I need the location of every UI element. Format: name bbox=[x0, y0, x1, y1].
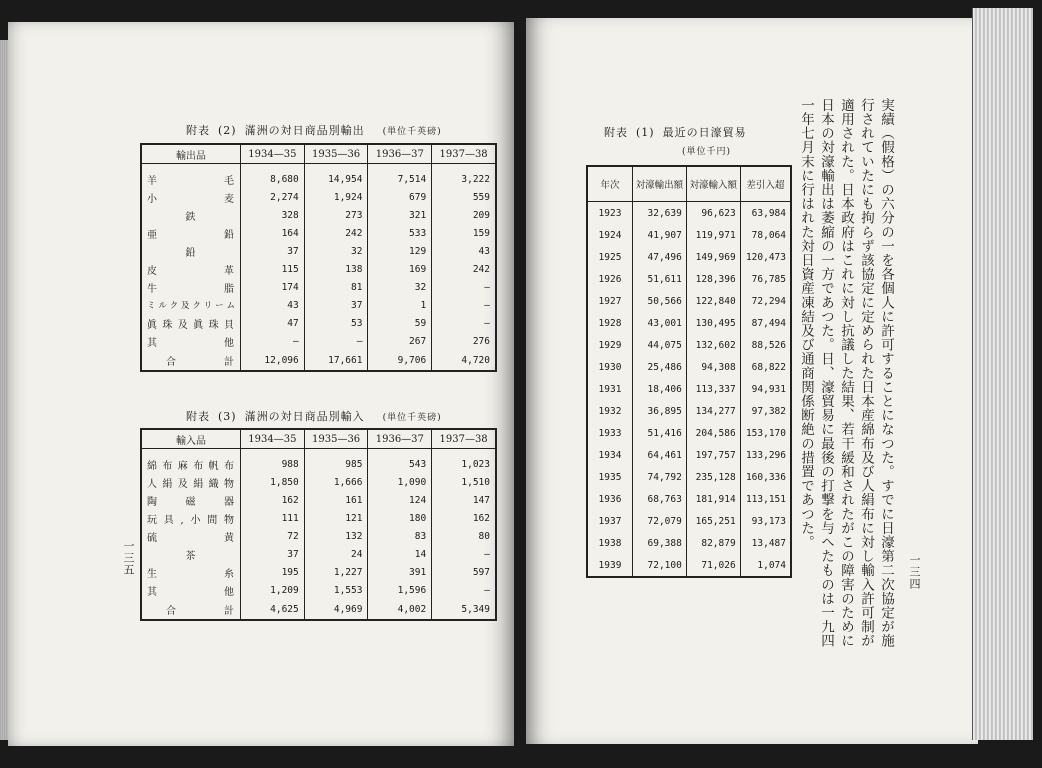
cell: 160,336 bbox=[740, 466, 791, 488]
cell: 7,514 bbox=[368, 164, 432, 189]
cell: 115 bbox=[241, 260, 305, 278]
row-year: 1933 bbox=[587, 422, 633, 444]
cell: 111 bbox=[241, 509, 305, 527]
imports-title-number: (3) bbox=[218, 410, 237, 423]
cell: 72,294 bbox=[740, 290, 791, 312]
cell: 159 bbox=[432, 224, 496, 242]
exports-title-number: (2) bbox=[218, 124, 237, 137]
cell: 128,396 bbox=[686, 268, 740, 290]
cell: 120,473 bbox=[740, 246, 791, 268]
row-label: 其他 bbox=[141, 581, 241, 599]
cell: 130,495 bbox=[686, 312, 740, 334]
exports-header-1934: 1934—35 bbox=[241, 144, 305, 164]
row-year: 1934 bbox=[587, 444, 633, 466]
cell: 134,277 bbox=[686, 400, 740, 422]
right-page-number: 一三四 bbox=[908, 554, 921, 590]
cell: 129 bbox=[368, 242, 432, 260]
cell: 74,792 bbox=[633, 466, 687, 488]
cell: 8,680 bbox=[241, 164, 305, 189]
row-label: 其他 bbox=[141, 332, 241, 350]
cell: 93,173 bbox=[740, 510, 791, 532]
cell: 1,023 bbox=[432, 449, 496, 474]
exports-header-row bbox=[141, 144, 496, 164]
cell: 1,924 bbox=[304, 188, 368, 206]
cell: 1,666 bbox=[304, 473, 368, 491]
row-label: 綿布麻布帆布 bbox=[141, 449, 241, 474]
cell: 328 bbox=[241, 206, 305, 224]
cell: 197,757 bbox=[686, 444, 740, 466]
cell: 985 bbox=[304, 449, 368, 474]
cell: 169 bbox=[368, 260, 432, 278]
cell: 1,209 bbox=[241, 581, 305, 599]
cell: 1,090 bbox=[368, 473, 432, 491]
exports-table-title bbox=[186, 122, 442, 138]
table-row bbox=[141, 332, 496, 350]
trade-table-unit: (単位千円) bbox=[682, 147, 732, 157]
row-label: 鉄 bbox=[141, 206, 241, 224]
row-year: 1927 bbox=[587, 290, 633, 312]
imports-header-row bbox=[141, 429, 496, 449]
table-row bbox=[141, 581, 496, 599]
cell: 1,850 bbox=[241, 473, 305, 491]
total-row bbox=[141, 599, 496, 620]
cell: 9,706 bbox=[368, 350, 432, 371]
table-row bbox=[141, 545, 496, 563]
trade-title-name: 最近の日濠貿易 bbox=[662, 126, 747, 139]
trade-header-year: 年次 bbox=[587, 166, 633, 202]
exports-title-label: 附表 bbox=[186, 124, 210, 137]
row-label: 合計 bbox=[141, 599, 241, 620]
cell: 1,074 bbox=[740, 554, 791, 577]
trade-table-title bbox=[604, 124, 747, 140]
cell: 4,625 bbox=[241, 599, 305, 620]
cell: 4,720 bbox=[432, 350, 496, 371]
cell: 180 bbox=[368, 509, 432, 527]
row-label: 眞珠及眞珠貝 bbox=[141, 314, 241, 332]
imports-title-unit: (単位千英磅) bbox=[382, 413, 442, 423]
cell: 149,969 bbox=[686, 246, 740, 268]
row-year: 1923 bbox=[587, 202, 633, 225]
cell: 59 bbox=[368, 314, 432, 332]
table-row bbox=[141, 491, 496, 509]
exports-header-1935: 1935—36 bbox=[304, 144, 368, 164]
cell: 96,623 bbox=[686, 202, 740, 225]
row-label: 茶 bbox=[141, 545, 241, 563]
table-row bbox=[141, 314, 496, 332]
cell: 147 bbox=[432, 491, 496, 509]
row-year: 1931 bbox=[587, 378, 633, 400]
row-year: 1924 bbox=[587, 224, 633, 246]
cell: 209 bbox=[432, 206, 496, 224]
cell: — bbox=[432, 581, 496, 599]
cell: 161 bbox=[304, 491, 368, 509]
table-row bbox=[141, 206, 496, 224]
row-year: 1929 bbox=[587, 334, 633, 356]
cell: 17,661 bbox=[304, 350, 368, 371]
row-year: 1928 bbox=[587, 312, 633, 334]
cell: 51,416 bbox=[633, 422, 687, 444]
cell: 181,914 bbox=[686, 488, 740, 510]
row-year: 1937 bbox=[587, 510, 633, 532]
cell: 37 bbox=[241, 242, 305, 260]
cell: — bbox=[432, 296, 496, 314]
cell: — bbox=[432, 278, 496, 296]
row-label: 硫黄 bbox=[141, 527, 241, 545]
trade-header-exports: 対濠輸出額 bbox=[633, 166, 687, 202]
row-label: 陶磁器 bbox=[141, 491, 241, 509]
cell: 113,151 bbox=[740, 488, 791, 510]
table-row bbox=[141, 473, 496, 491]
cell: — bbox=[432, 545, 496, 563]
cell: 14 bbox=[368, 545, 432, 563]
exports-title-name: 滿洲の対日商品別輸出 bbox=[244, 124, 365, 137]
row-year: 1932 bbox=[587, 400, 633, 422]
cell: 267 bbox=[368, 332, 432, 350]
cell: 533 bbox=[368, 224, 432, 242]
cell: 321 bbox=[368, 206, 432, 224]
cell: 64,461 bbox=[633, 444, 687, 466]
cell: — bbox=[241, 332, 305, 350]
cell: 164 bbox=[241, 224, 305, 242]
row-year: 1938 bbox=[587, 532, 633, 554]
cell: 988 bbox=[241, 449, 305, 474]
trade-title-label: 附表 bbox=[604, 126, 628, 139]
imports-header-1935: 1935—36 bbox=[304, 429, 368, 449]
cell: 83 bbox=[368, 527, 432, 545]
row-label: 生糸 bbox=[141, 563, 241, 581]
row-year: 1939 bbox=[587, 554, 633, 577]
cell: 37 bbox=[304, 296, 368, 314]
row-year: 1935 bbox=[587, 466, 633, 488]
cell: 97,382 bbox=[740, 400, 791, 422]
cell: 3,222 bbox=[432, 164, 496, 189]
imports-table bbox=[140, 428, 497, 621]
row-label: 牛脂 bbox=[141, 278, 241, 296]
cell: 138 bbox=[304, 260, 368, 278]
cell: 72,100 bbox=[633, 554, 687, 577]
cell: 543 bbox=[368, 449, 432, 474]
cell: 242 bbox=[432, 260, 496, 278]
imports-header-1937: 1937—38 bbox=[432, 429, 496, 449]
imports-title-name: 滿洲の対日商品別輸入 bbox=[244, 410, 365, 423]
cell: 273 bbox=[304, 206, 368, 224]
trade-header-imports: 対濠輸入額 bbox=[686, 166, 740, 202]
exports-table bbox=[140, 143, 497, 372]
cell: 1 bbox=[368, 296, 432, 314]
table-row bbox=[141, 164, 496, 189]
cell: 68,822 bbox=[740, 356, 791, 378]
cell: 162 bbox=[432, 509, 496, 527]
exports-header-1937: 1937—38 bbox=[432, 144, 496, 164]
row-label: 羊毛 bbox=[141, 164, 241, 189]
cell: 47,496 bbox=[633, 246, 687, 268]
cell: 36,895 bbox=[633, 400, 687, 422]
cell: 195 bbox=[241, 563, 305, 581]
cell: 1,510 bbox=[432, 473, 496, 491]
cell: 43,001 bbox=[633, 312, 687, 334]
cell: 4,969 bbox=[304, 599, 368, 620]
table-row bbox=[141, 224, 496, 242]
cell: 80 bbox=[432, 527, 496, 545]
cell: 2,274 bbox=[241, 188, 305, 206]
cell: 242 bbox=[304, 224, 368, 242]
row-year: 1925 bbox=[587, 246, 633, 268]
row-year: 1936 bbox=[587, 488, 633, 510]
cell: 32,639 bbox=[633, 202, 687, 225]
exports-header-item: 輸出品 bbox=[141, 144, 241, 164]
row-label: ミルク及クリーム bbox=[141, 296, 241, 314]
imports-header-1934: 1934—35 bbox=[241, 429, 305, 449]
cell: 78,064 bbox=[740, 224, 791, 246]
left-page-number: 一三五 bbox=[122, 540, 135, 576]
cell: 14,954 bbox=[304, 164, 368, 189]
row-label: 皮革 bbox=[141, 260, 241, 278]
cell: 71,026 bbox=[686, 554, 740, 577]
trade-header-balance: 差引入超 bbox=[740, 166, 791, 202]
table-row bbox=[141, 509, 496, 527]
row-label: 玩具,小間物 bbox=[141, 509, 241, 527]
cell: 41,907 bbox=[633, 224, 687, 246]
imports-header-item: 輸入品 bbox=[141, 429, 241, 449]
cell: 82,879 bbox=[686, 532, 740, 554]
cell: 76,785 bbox=[740, 268, 791, 290]
cell: 235,128 bbox=[686, 466, 740, 488]
cell: 597 bbox=[432, 563, 496, 581]
cell: 32 bbox=[368, 278, 432, 296]
row-year: 1926 bbox=[587, 268, 633, 290]
cell: 4,002 bbox=[368, 599, 432, 620]
cell: 5,349 bbox=[432, 599, 496, 620]
cell: 24 bbox=[304, 545, 368, 563]
cell: 53 bbox=[304, 314, 368, 332]
cell: 679 bbox=[368, 188, 432, 206]
cell: — bbox=[304, 332, 368, 350]
page-edges bbox=[972, 8, 1033, 740]
cell: 72,079 bbox=[633, 510, 687, 532]
cell: 113,337 bbox=[686, 378, 740, 400]
row-label: 人絹及絹織物 bbox=[141, 473, 241, 491]
table-row bbox=[141, 188, 496, 206]
cell: 68,763 bbox=[633, 488, 687, 510]
cell: 69,388 bbox=[633, 532, 687, 554]
table-row bbox=[141, 527, 496, 545]
cell: 51,611 bbox=[633, 268, 687, 290]
cell: 153,170 bbox=[740, 422, 791, 444]
cell: 1,553 bbox=[304, 581, 368, 599]
cell: 13,487 bbox=[740, 532, 791, 554]
cell: — bbox=[432, 314, 496, 332]
cell: 1,227 bbox=[304, 563, 368, 581]
exports-header-1936: 1936—37 bbox=[368, 144, 432, 164]
imports-table-title bbox=[186, 408, 442, 424]
cell: 276 bbox=[432, 332, 496, 350]
table-row bbox=[141, 278, 496, 296]
cell: 47 bbox=[241, 314, 305, 332]
row-label: 鉛 bbox=[141, 242, 241, 260]
row-year: 1930 bbox=[587, 356, 633, 378]
cell: 72 bbox=[241, 527, 305, 545]
exports-title-unit: (単位千英磅) bbox=[382, 127, 442, 137]
cell: 81 bbox=[304, 278, 368, 296]
cell: 162 bbox=[241, 491, 305, 509]
cell: 25,486 bbox=[633, 356, 687, 378]
total-row bbox=[141, 350, 496, 371]
table-row bbox=[141, 449, 496, 474]
cell: 94,931 bbox=[740, 378, 791, 400]
cell: 122,840 bbox=[686, 290, 740, 312]
table-row bbox=[141, 296, 496, 314]
cell: 133,296 bbox=[740, 444, 791, 466]
cell: 63,984 bbox=[740, 202, 791, 225]
cell: 559 bbox=[432, 188, 496, 206]
imports-title-label: 附表 bbox=[186, 410, 210, 423]
cell: 165,251 bbox=[686, 510, 740, 532]
cell: 87,494 bbox=[740, 312, 791, 334]
cell: 50,566 bbox=[633, 290, 687, 312]
cell: 32 bbox=[304, 242, 368, 260]
table-row bbox=[141, 260, 496, 278]
imports-header-1936: 1936—37 bbox=[368, 429, 432, 449]
cell: 18,406 bbox=[633, 378, 687, 400]
cell: 12,096 bbox=[241, 350, 305, 371]
cell: 88,526 bbox=[740, 334, 791, 356]
table-row bbox=[141, 563, 496, 581]
cell: 37 bbox=[241, 545, 305, 563]
cell: 174 bbox=[241, 278, 305, 296]
cell: 43 bbox=[241, 296, 305, 314]
cell: 119,971 bbox=[686, 224, 740, 246]
row-label: 亜鉛 bbox=[141, 224, 241, 242]
table-row bbox=[141, 242, 496, 260]
row-label: 小麦 bbox=[141, 188, 241, 206]
row-label: 合計 bbox=[141, 350, 241, 371]
cell: 1,596 bbox=[368, 581, 432, 599]
cell: 44,075 bbox=[633, 334, 687, 356]
trade-title-number: (1) bbox=[636, 126, 655, 139]
cell: 132,602 bbox=[686, 334, 740, 356]
cell: 43 bbox=[432, 242, 496, 260]
cell: 391 bbox=[368, 563, 432, 581]
cell: 132 bbox=[304, 527, 368, 545]
cell: 94,308 bbox=[686, 356, 740, 378]
cell: 121 bbox=[304, 509, 368, 527]
cell: 204,586 bbox=[686, 422, 740, 444]
body-text: 実績（假格）の六分の一を各個人に許可することになつた。すでに日濠第二次協定が施行されていたにも拘らず該協定に定められた日本産綿布及び人絹布に対し輸入許可制が適用された。日本政府はこれに対し抗議した結果、若干緩和されたがこの障害のために日本の対濠輸出は萎縮の一方であつた。日、濠貿易に最後の打撃を与へたものは一九四一年七月末に行はれた対日資産凍結及び通商関係断絶の措置であつた。 bbox=[798, 98, 894, 648]
cell: 124 bbox=[368, 491, 432, 509]
